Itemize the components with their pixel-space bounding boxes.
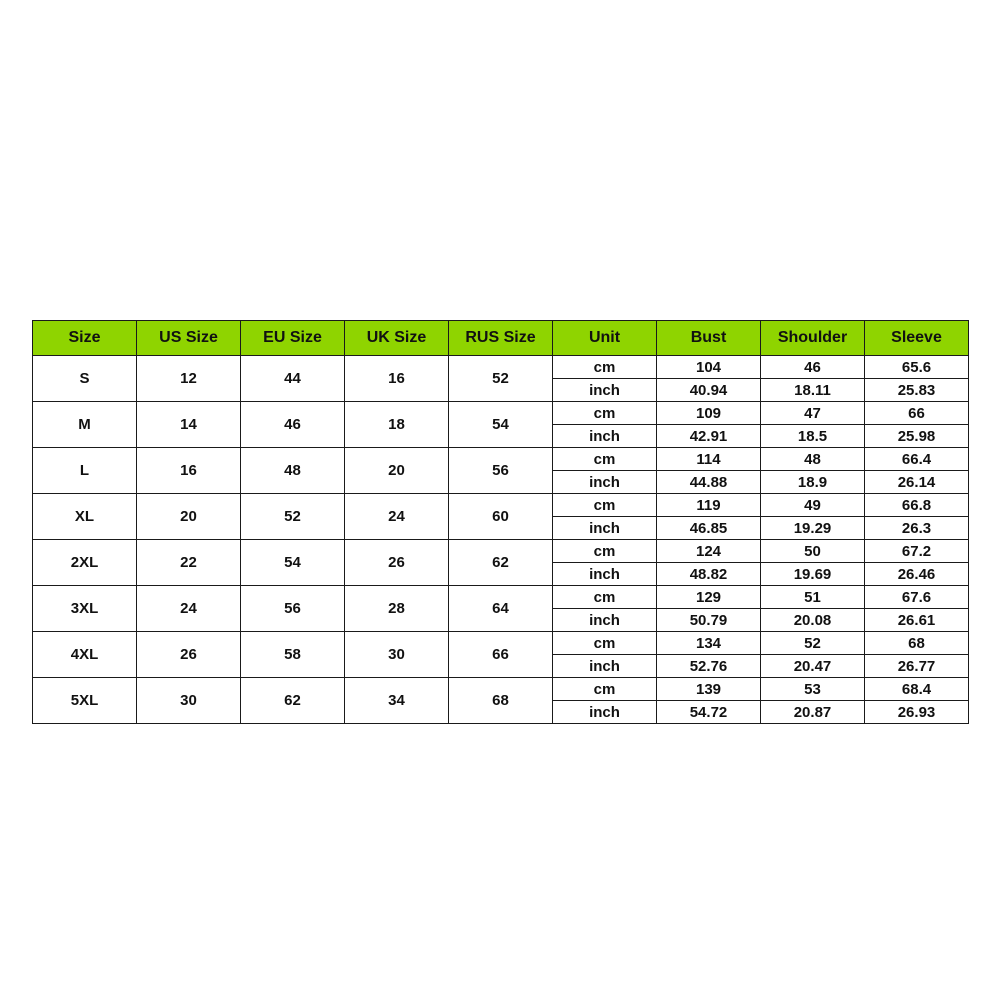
bust-cell: 129 [657,586,761,609]
header-eu-size: EU Size [241,321,345,356]
size-cell: 5XL [33,678,137,724]
size-cell: 4XL [33,632,137,678]
rus-size-cell: 66 [449,632,553,678]
sleeve-cell: 25.83 [865,379,969,402]
rus-size-cell: 56 [449,448,553,494]
unit-cell: cm [553,678,657,701]
shoulder-cell: 53 [761,678,865,701]
sleeve-cell: 66.8 [865,494,969,517]
header-uk-size: UK Size [345,321,449,356]
eu-size-cell: 54 [241,540,345,586]
eu-size-cell: 44 [241,356,345,402]
table-row [33,402,969,425]
eu-size-cell: 48 [241,448,345,494]
sleeve-cell: 26.46 [865,563,969,586]
uk-size-cell: 28 [345,586,449,632]
sleeve-cell: 68.4 [865,678,969,701]
sleeve-cell: 26.14 [865,471,969,494]
sleeve-cell: 65.6 [865,356,969,379]
us-size-cell: 26 [137,632,241,678]
rus-size-cell: 60 [449,494,553,540]
header-sleeve: Sleeve [865,321,969,356]
table-row [33,356,969,379]
bust-cell: 50.79 [657,609,761,632]
uk-size-cell: 26 [345,540,449,586]
unit-cell: inch [553,517,657,540]
us-size-cell: 14 [137,402,241,448]
bust-cell: 42.91 [657,425,761,448]
shoulder-cell: 49 [761,494,865,517]
sleeve-cell: 26.77 [865,655,969,678]
eu-size-cell: 58 [241,632,345,678]
uk-size-cell: 34 [345,678,449,724]
sleeve-cell: 26.61 [865,609,969,632]
shoulder-cell: 18.11 [761,379,865,402]
shoulder-cell: 52 [761,632,865,655]
sleeve-cell: 25.98 [865,425,969,448]
rus-size-cell: 62 [449,540,553,586]
header-us-size: US Size [137,321,241,356]
us-size-cell: 24 [137,586,241,632]
shoulder-cell: 20.08 [761,609,865,632]
us-size-cell: 12 [137,356,241,402]
unit-cell: inch [553,379,657,402]
shoulder-cell: 47 [761,402,865,425]
table-row [33,448,969,471]
bust-cell: 40.94 [657,379,761,402]
unit-cell: cm [553,494,657,517]
rus-size-cell: 54 [449,402,553,448]
shoulder-cell: 18.5 [761,425,865,448]
size-cell: 3XL [33,586,137,632]
header-unit: Unit [553,321,657,356]
header-shoulder: Shoulder [761,321,865,356]
us-size-cell: 20 [137,494,241,540]
us-size-cell: 30 [137,678,241,724]
sleeve-cell: 66 [865,402,969,425]
sleeve-cell: 67.6 [865,586,969,609]
size-cell: 2XL [33,540,137,586]
size-cell: L [33,448,137,494]
bust-cell: 124 [657,540,761,563]
bust-cell: 134 [657,632,761,655]
unit-cell: inch [553,471,657,494]
unit-cell: cm [553,632,657,655]
table-row [33,586,969,609]
sleeve-cell: 68 [865,632,969,655]
shoulder-cell: 51 [761,586,865,609]
eu-size-cell: 46 [241,402,345,448]
table-row [33,678,969,701]
size-cell: XL [33,494,137,540]
rus-size-cell: 68 [449,678,553,724]
bust-cell: 44.88 [657,471,761,494]
shoulder-cell: 19.69 [761,563,865,586]
bust-cell: 52.76 [657,655,761,678]
uk-size-cell: 30 [345,632,449,678]
unit-cell: cm [553,540,657,563]
table-row [33,632,969,655]
eu-size-cell: 62 [241,678,345,724]
shoulder-cell: 48 [761,448,865,471]
uk-size-cell: 18 [345,402,449,448]
uk-size-cell: 16 [345,356,449,402]
uk-size-cell: 24 [345,494,449,540]
bust-cell: 139 [657,678,761,701]
bust-cell: 109 [657,402,761,425]
bust-cell: 46.85 [657,517,761,540]
us-size-cell: 22 [137,540,241,586]
table-row [33,540,969,563]
header-row [33,321,969,356]
bust-cell: 104 [657,356,761,379]
size-chart-table [32,320,969,724]
eu-size-cell: 52 [241,494,345,540]
unit-cell: inch [553,425,657,448]
us-size-cell: 16 [137,448,241,494]
unit-cell: cm [553,586,657,609]
sleeve-cell: 66.4 [865,448,969,471]
shoulder-cell: 50 [761,540,865,563]
bust-cell: 48.82 [657,563,761,586]
uk-size-cell: 20 [345,448,449,494]
bust-cell: 119 [657,494,761,517]
unit-cell: inch [553,655,657,678]
shoulder-cell: 19.29 [761,517,865,540]
shoulder-cell: 18.9 [761,471,865,494]
rus-size-cell: 64 [449,586,553,632]
rus-size-cell: 52 [449,356,553,402]
table-row [33,494,969,517]
header-bust: Bust [657,321,761,356]
unit-cell: cm [553,402,657,425]
unit-cell: cm [553,356,657,379]
bust-cell: 54.72 [657,701,761,724]
unit-cell: inch [553,563,657,586]
shoulder-cell: 20.87 [761,701,865,724]
size-cell: M [33,402,137,448]
sleeve-cell: 67.2 [865,540,969,563]
sleeve-cell: 26.93 [865,701,969,724]
eu-size-cell: 56 [241,586,345,632]
bust-cell: 114 [657,448,761,471]
shoulder-cell: 46 [761,356,865,379]
size-cell: S [33,356,137,402]
unit-cell: cm [553,448,657,471]
unit-cell: inch [553,701,657,724]
header-rus-size: RUS Size [449,321,553,356]
unit-cell: inch [553,609,657,632]
shoulder-cell: 20.47 [761,655,865,678]
header-size: Size [33,321,137,356]
sleeve-cell: 26.3 [865,517,969,540]
